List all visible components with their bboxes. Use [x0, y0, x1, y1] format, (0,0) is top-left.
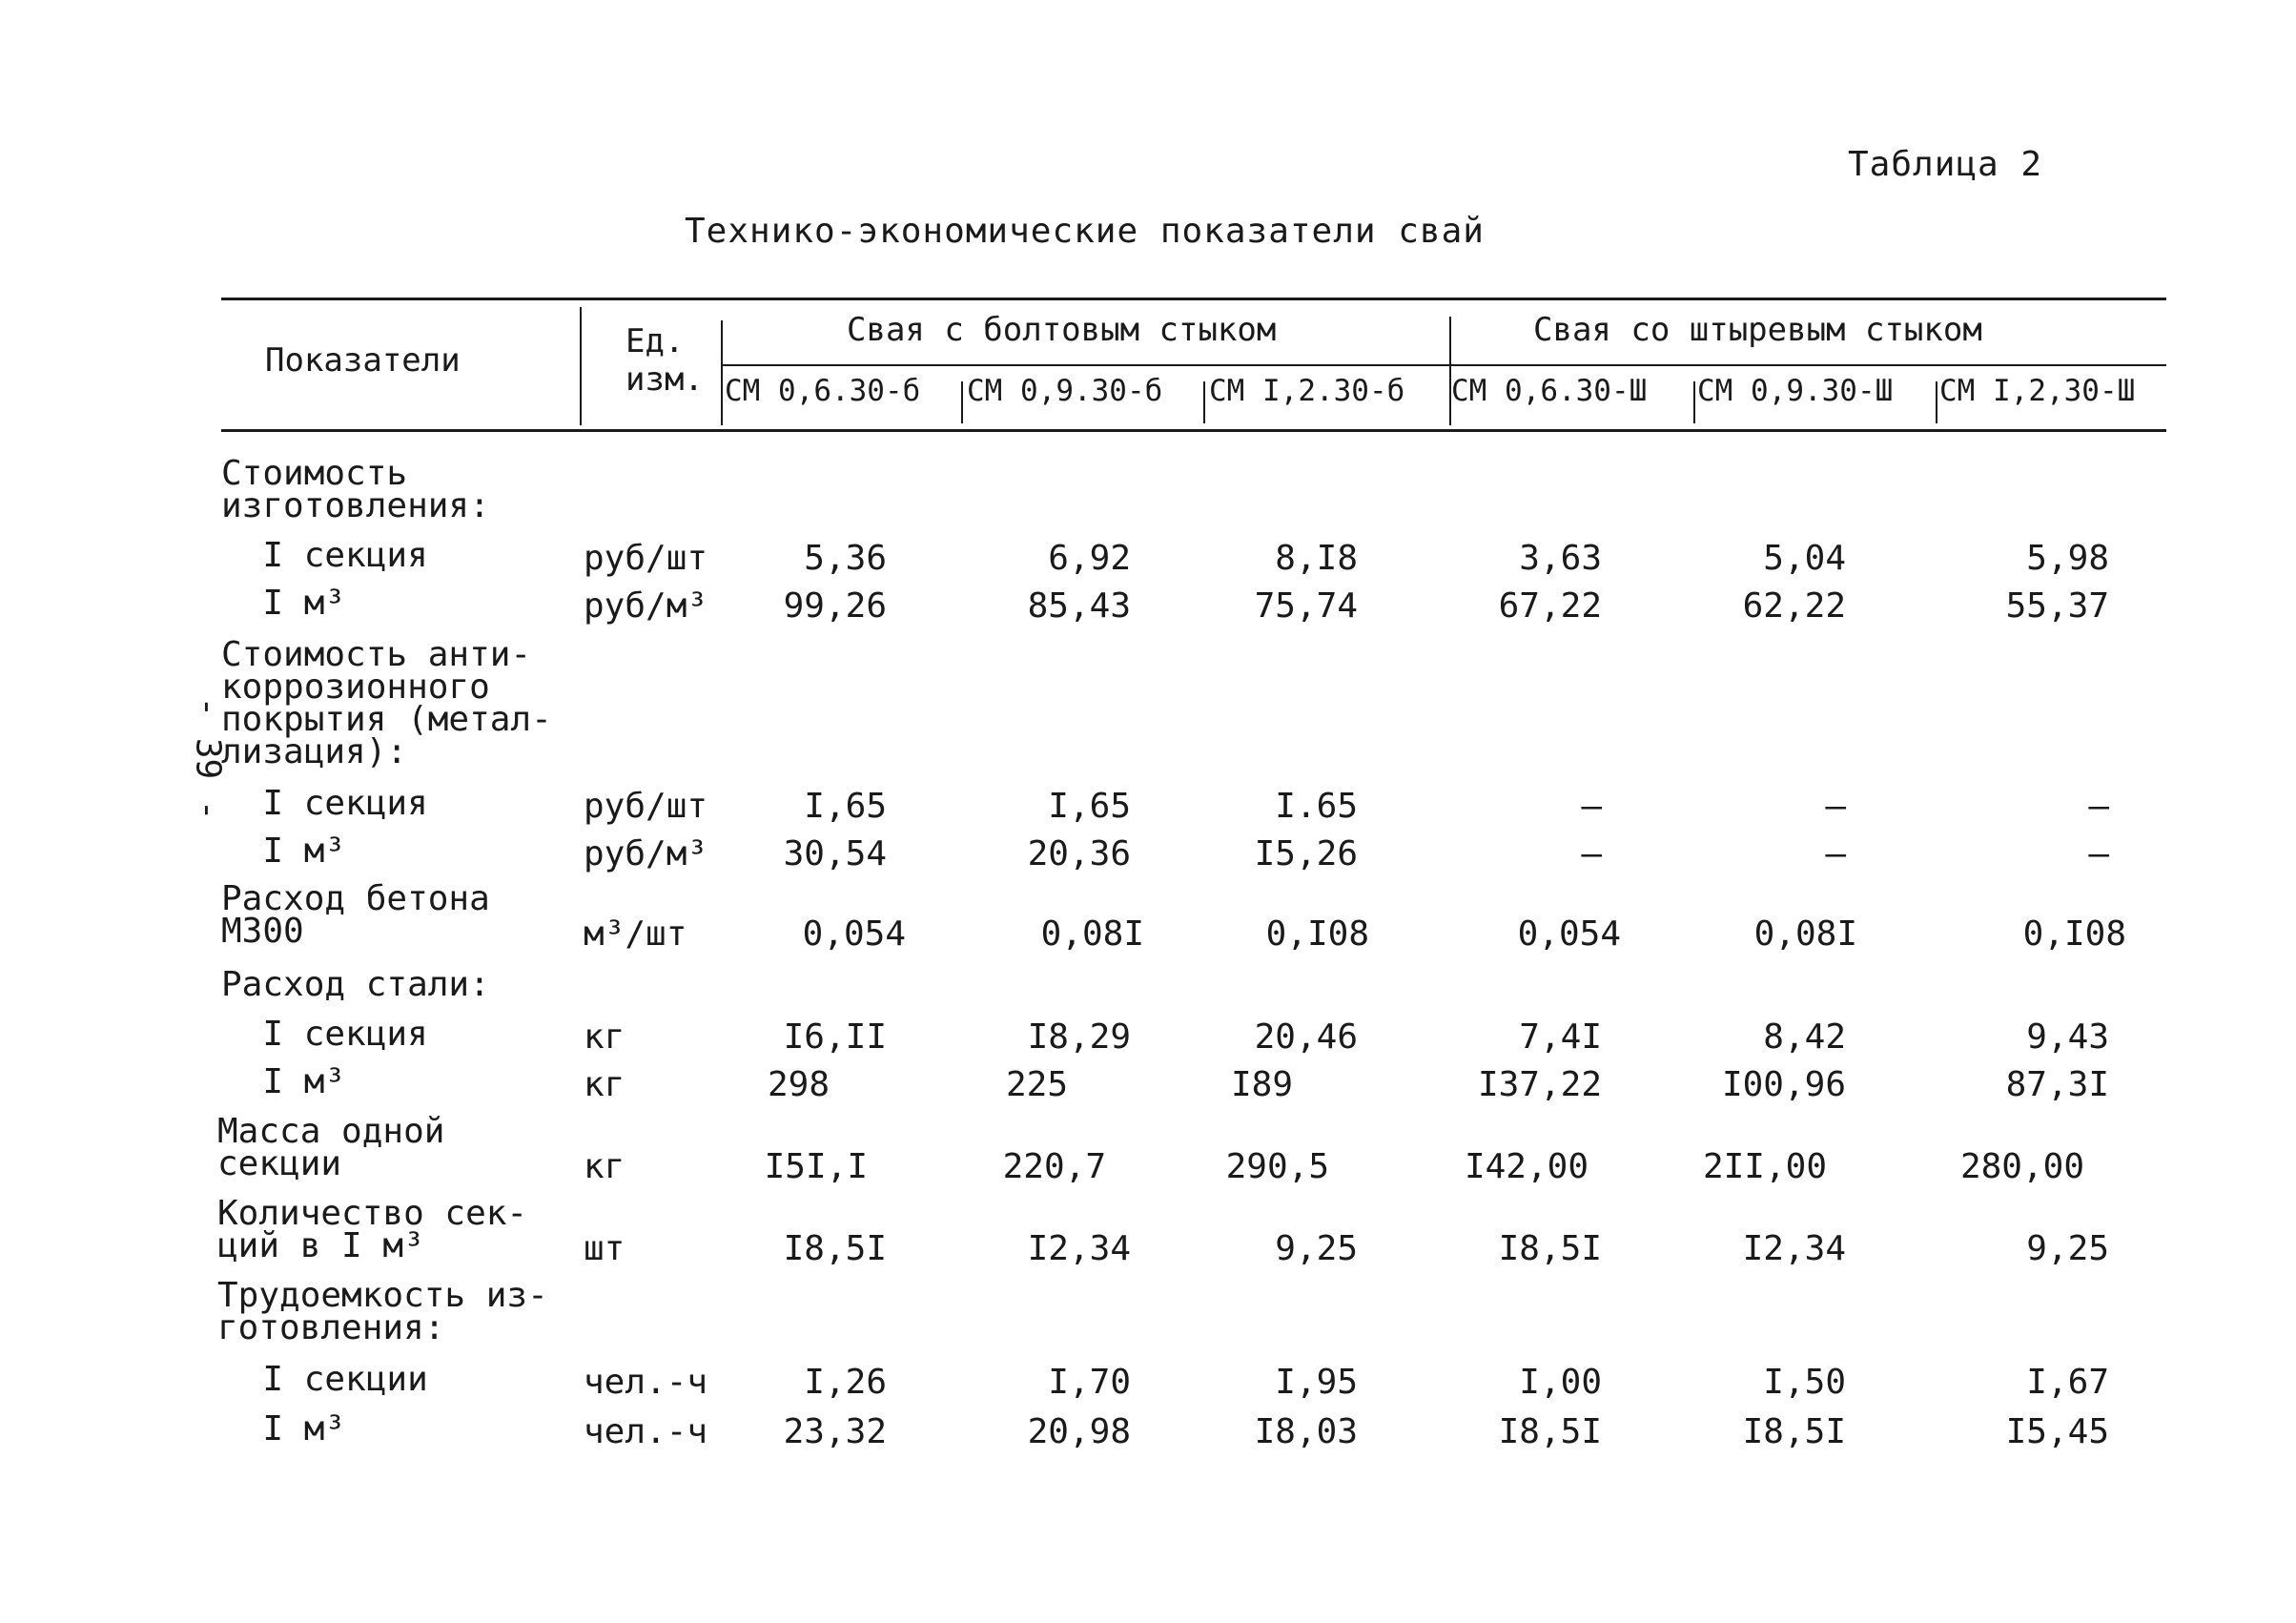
row-label: I секция: [221, 784, 428, 823]
row-label: I м³: [221, 1062, 346, 1101]
cell-value: I5,45: [2005, 1412, 2109, 1451]
cell-value: 23,32: [783, 1412, 887, 1451]
header-group-pin: Свая со штыревым стыком: [1533, 311, 1982, 349]
row-label: I секция: [221, 536, 428, 575]
cell-value: 0,054: [802, 914, 906, 954]
table-label: Таблица 2: [1848, 145, 2043, 184]
row-unit: м³/шт: [584, 914, 687, 954]
cell-value: I,70: [1048, 1363, 1131, 1402]
row-unit: чел.-ч: [584, 1412, 708, 1451]
cell-value: I6,II: [783, 1017, 887, 1057]
row-unit: кг: [584, 1065, 625, 1104]
cell-value: 5,36: [804, 539, 887, 578]
row-label: Стоимость изготовления:: [221, 454, 490, 525]
header-bottom-rule: [221, 429, 2166, 432]
cell-value: 290,5: [1225, 1147, 1329, 1186]
row-unit: кг: [584, 1147, 625, 1186]
cell-value: 67,22: [1498, 586, 1602, 626]
cell-value: 9,25: [1275, 1229, 1358, 1268]
cell-value: –: [2088, 787, 2109, 826]
row-label: Стоимость анти- коррозионного покрытия (метал- лизация):: [221, 635, 552, 771]
cell-value: I,00: [1519, 1363, 1602, 1402]
cell-value: –: [1825, 787, 1846, 826]
cell-value: I,67: [2026, 1363, 2109, 1402]
cell-value: 0,08I: [1753, 914, 1857, 954]
cell-value: I2,34: [1027, 1229, 1131, 1268]
row-unit: руб/шт: [584, 539, 708, 578]
cell-value: –: [1825, 834, 1846, 873]
row-label: I м³: [221, 1409, 346, 1448]
cell-value: I.65: [1275, 787, 1358, 826]
row-unit: руб/м³: [584, 586, 708, 626]
cell-value: I5,26: [1254, 834, 1358, 873]
cell-value: I,95: [1275, 1363, 1358, 1402]
row-unit: чел.-ч: [584, 1363, 708, 1402]
column-header: СМ I,2.30-б: [1209, 374, 1405, 408]
cell-value: I42,00: [1464, 1147, 1589, 1186]
cell-value: 30,54: [783, 834, 887, 873]
cell-value: 55,37: [2005, 586, 2109, 626]
cell-value: I8,03: [1254, 1412, 1358, 1451]
cell-value: 298: [767, 1065, 830, 1104]
header-separator: [1936, 381, 1937, 423]
row-label: Масса одной секции: [217, 1112, 445, 1183]
cell-value: 0,054: [1517, 914, 1621, 954]
cell-value: 220,7: [1002, 1147, 1106, 1186]
cell-value: I37,22: [1477, 1065, 1602, 1104]
header-indicators: Показатели: [265, 341, 461, 380]
cell-value: 20,98: [1027, 1412, 1131, 1451]
cell-value: 0,08I: [1040, 914, 1144, 954]
cell-value: I,50: [1763, 1363, 1846, 1402]
cell-value: 20,36: [1027, 834, 1131, 873]
cell-value: I8,5I: [1498, 1229, 1602, 1268]
cell-value: I2,34: [1742, 1229, 1846, 1268]
cell-value: 5,98: [2026, 539, 2109, 578]
cell-value: 20,46: [1254, 1017, 1358, 1057]
header-separator: [580, 307, 582, 425]
cell-value: I8,29: [1027, 1017, 1131, 1057]
header-mid-rule: [723, 364, 2166, 366]
page-title: Технико-экономические показатели свай: [685, 212, 1485, 251]
cell-value: 5,04: [1763, 539, 1846, 578]
cell-value: 99,26: [783, 586, 887, 626]
cell-value: 2II,00: [1702, 1147, 1827, 1186]
cell-value: 0,I08: [2022, 914, 2126, 954]
cell-value: –: [1581, 834, 1602, 873]
cell-value: I00,96: [1721, 1065, 1846, 1104]
cell-value: I5I,I: [764, 1147, 868, 1186]
cell-value: 7,4I: [1519, 1017, 1602, 1057]
cell-value: I,26: [804, 1363, 887, 1402]
row-unit: руб/м³: [584, 834, 708, 873]
row-unit: руб/шт: [584, 787, 708, 826]
row-label: I м³: [221, 832, 346, 871]
cell-value: I8,5I: [1498, 1412, 1602, 1451]
cell-value: 8,I8: [1275, 539, 1358, 578]
header-separator: [721, 320, 723, 425]
row-label: Расход бетона М300: [221, 879, 490, 951]
cell-value: I89: [1230, 1065, 1293, 1104]
cell-value: –: [2088, 834, 2109, 873]
page-number: - 39 -: [188, 696, 228, 821]
cell-value: 8,42: [1763, 1017, 1846, 1057]
header-unit: Ед. изм.: [625, 322, 704, 399]
header-separator: [1203, 381, 1205, 423]
cell-value: 225: [1005, 1065, 1068, 1104]
header-separator: [1449, 317, 1451, 425]
cell-value: I,65: [804, 787, 887, 826]
row-label: I секции: [221, 1360, 428, 1399]
cell-value: 87,3I: [2005, 1065, 2109, 1104]
column-header: СМ I,2,30-Ш: [1939, 374, 2136, 408]
column-header: СМ 0,9.30-б: [967, 374, 1163, 408]
cell-value: 3,63: [1519, 539, 1602, 578]
row-label: I секция: [221, 1015, 428, 1054]
cell-value: 9,25: [2026, 1229, 2109, 1268]
cell-value: I8,5I: [1742, 1412, 1846, 1451]
row-label: Количество сек- ций в I м³: [217, 1194, 528, 1265]
header-separator: [1693, 381, 1695, 423]
cell-value: I,65: [1048, 787, 1131, 826]
column-header: СМ 0,6.30-Ш: [1451, 374, 1648, 408]
row-label: I м³: [221, 584, 346, 623]
header-separator: [961, 381, 963, 423]
cell-value: 75,74: [1254, 586, 1358, 626]
cell-value: 280,00: [1959, 1147, 2084, 1186]
cell-value: 9,43: [2026, 1017, 2109, 1057]
cell-value: 6,92: [1048, 539, 1131, 578]
column-header: СМ 0,9.30-Ш: [1697, 374, 1894, 408]
row-unit: шт: [584, 1229, 625, 1268]
cell-value: 85,43: [1027, 586, 1131, 626]
header-group-bolt: Свая с болтовым стыком: [847, 311, 1277, 349]
cell-value: 62,22: [1742, 586, 1846, 626]
row-label: Трудоемкость из- готовления:: [217, 1276, 548, 1347]
cell-value: –: [1581, 787, 1602, 826]
column-header: СМ 0,6.30-б: [725, 374, 921, 408]
cell-value: I8,5I: [783, 1229, 887, 1268]
cell-value: 0,I08: [1265, 914, 1369, 954]
header-top-rule: [221, 298, 2166, 300]
row-label: Расход стали:: [221, 965, 490, 1004]
row-unit: кг: [584, 1017, 625, 1057]
